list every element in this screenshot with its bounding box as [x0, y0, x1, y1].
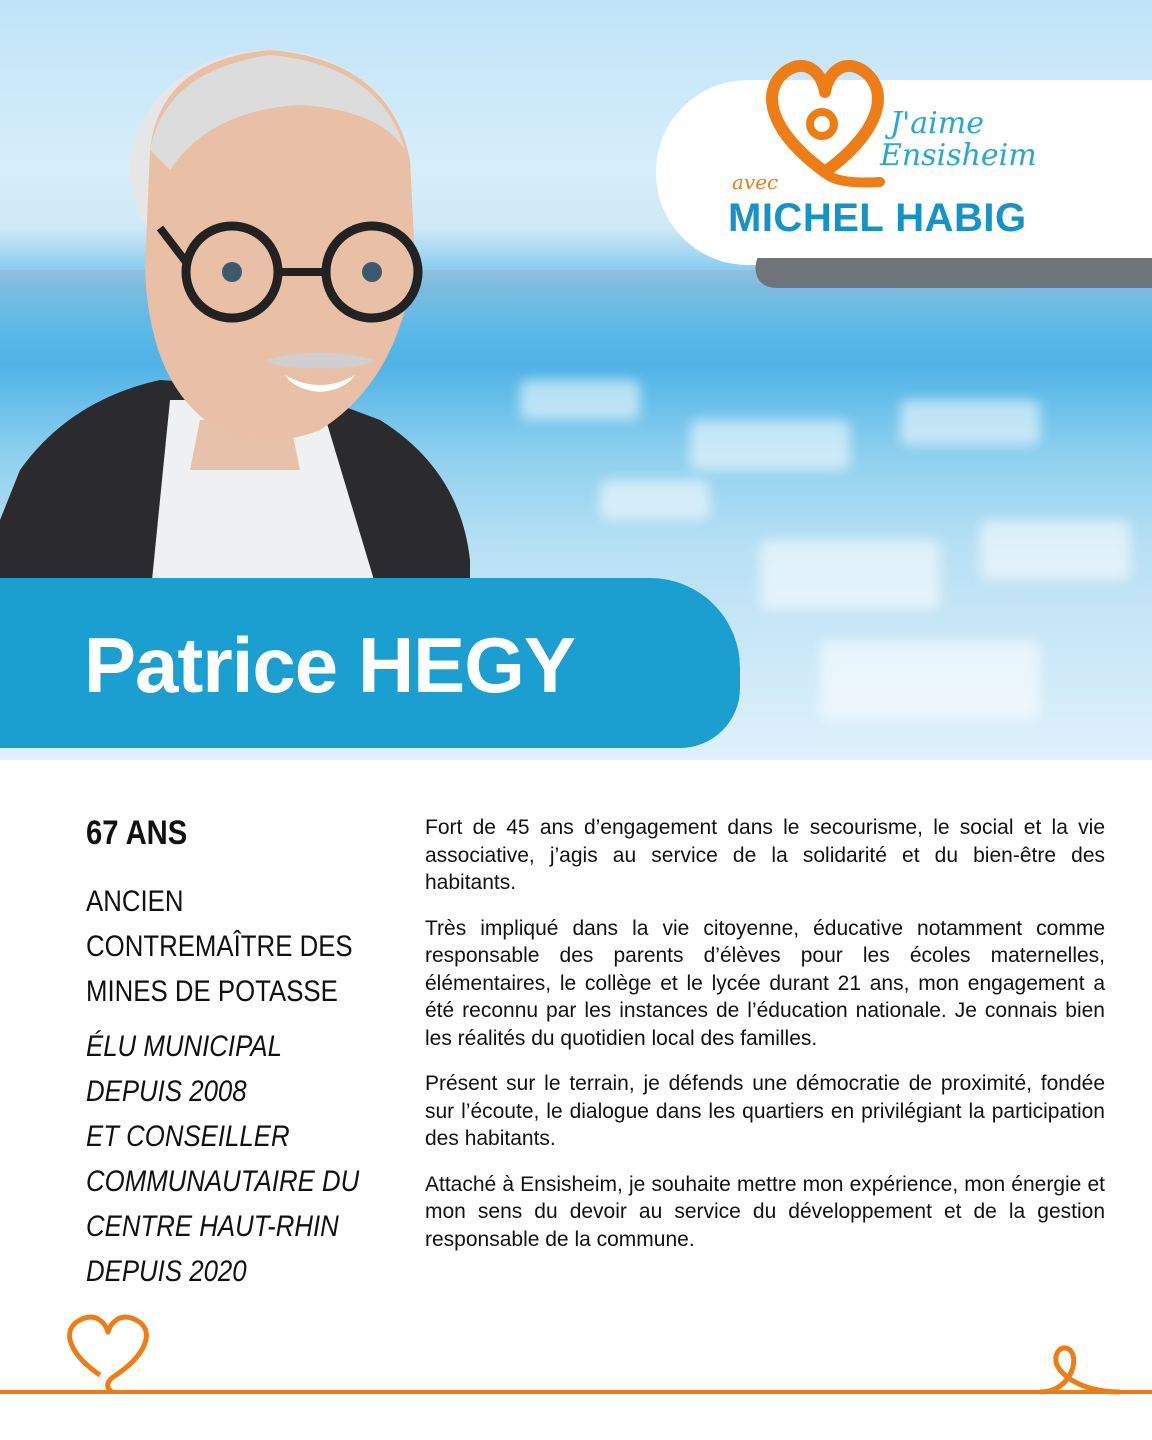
footer-ribbon — [0, 1300, 1152, 1440]
heart-logo-icon — [760, 52, 890, 192]
role-line: COMMUNAUTAIRE DU — [86, 1165, 360, 1198]
logo-card-shadow — [747, 258, 1152, 288]
candidate-age: 67 ANS — [86, 814, 188, 852]
logo-leader-name: MICHEL HABIG — [728, 196, 1027, 240]
logo-ensisheim-text: Ensisheim — [880, 138, 1037, 173]
candidate-summary — [86, 814, 386, 1294]
role-line: DEPUIS 2008 — [86, 1075, 247, 1108]
candidate-role — [86, 1024, 360, 1294]
candidate-name: Patrice HEGY — [84, 621, 575, 709]
bio-paragraph: Fort de 45 ans d’engagement dans le secourisme, le social et la vie associative, j’agis au service de la solidarité et du bien-être des habitants. — [425, 816, 1105, 894]
logo-jaime-text: J'aime — [890, 106, 984, 141]
logo-avec-text: avec — [732, 170, 779, 194]
candidate-portrait — [0, 0, 470, 600]
candidate-bio — [425, 814, 1105, 1271]
role-line: ÉLU MUNICIPAL — [86, 1030, 282, 1063]
role-line: CENTRE HAUT-RHIN — [86, 1210, 339, 1243]
role-line: DEPUIS 2020 — [86, 1255, 247, 1288]
job-line: ANCIEN — [86, 885, 184, 918]
job-line: MINES DE POTASSE — [86, 975, 338, 1008]
bio-paragraph: Attaché à Ensisheim, je souhaite mettre mon expérience, mon énergie et mon sens du devoir au service du développement et de la gestion responsable de la commune. — [425, 1172, 1105, 1251]
bio-paragraph: Très impliqué dans la vie citoyenne, éducative notamment comme responsable des parents d’élèves pour les écoles maternelles, élémentaires, le collège et le lycée durant 21 ans, mon engagement a été reconnu par les instances de l’éducation nationale. Je connais bien les réalités du quotidien local des familles. — [425, 916, 1105, 1050]
logo-tagline — [880, 108, 1037, 172]
role-line: ET CONSEILLER — [86, 1120, 290, 1153]
bio-paragraph: Présent sur le terrain, je défends une démocratie de proximité, fondée sur l’écoute, le dialogue dans les quartiers en privilégiant la participation des habitants. — [425, 1072, 1105, 1150]
job-line: CONTREMAÎTRE DES — [86, 930, 353, 963]
candidate-job — [86, 879, 353, 1014]
